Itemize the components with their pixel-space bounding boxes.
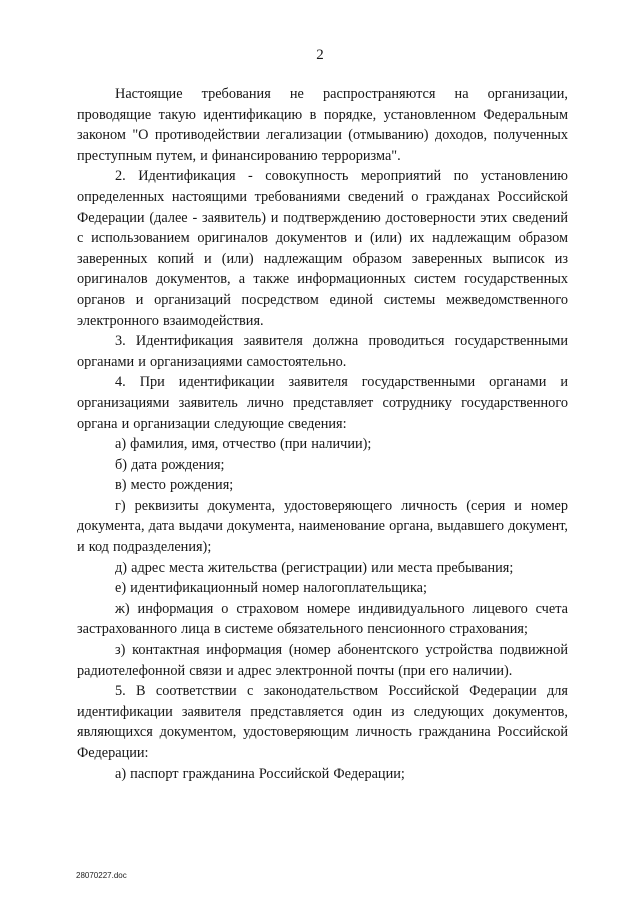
list-item-b-birth-date: б) дата рождения;	[115, 456, 225, 473]
list-item-v-birth-place: в) место рождения;	[115, 477, 234, 494]
file-code-footer: 28070227.doc	[76, 871, 127, 880]
list-item-zh-insurance-number: ж) информация о страховом номере индивидуального лицевого счета застрахованного лица в системе обязательного пенсионного страхования;	[77, 600, 568, 638]
page-number: 2	[316, 47, 324, 63]
paragraph-4-applicant-info: 4. При идентификации заявителя государственными органами и организациями заявитель лично представляет сотруднику государственного органа и организации следующие сведения:	[77, 374, 568, 432]
list-item-e-taxpayer-number: е) идентификационный номер налогоплательщика;	[115, 580, 427, 597]
paragraph-3-self-identification: 3. Идентификация заявителя должна проводиться государственными органами и организациями самостоятельно.	[77, 333, 568, 370]
list-item-z-contact-info: з) контактная информация (номер абонентского устройства подвижной радиотелефонной связи и адрес электронной почты (при его наличии).	[77, 642, 568, 679]
list-item-a-passport: а) паспорт гражданина Российской Федерации;	[115, 765, 405, 782]
document-body	[77, 84, 568, 784]
list-item-g-identity-document: г) реквизиты документа, удостоверяющего личность (серия и номер документа, дата выдачи документа, наименование органа, выдавшего документ, и код подразделения);	[77, 497, 568, 556]
paragraph-2-identification-definition: 2. Идентификация - совокупность мероприятий по установлению определенных настоящими требованиями сведений о гражданах Российской Федерации (далее - заявитель) и подтверждению достоверности этих сведений с использованием оригиналов документов и (или) их надлежащим образом заверенных копий и (или) надлежащим образом заверенных выписок из оригиналов документов, а также информационных систем государственных органов и организаций посредством единой системы межведомственного электронного взаимодействия.	[77, 168, 568, 329]
paragraph-exemption: Настоящие требования не распространяются на организации, проводящие такую идентификацию в порядке, установленном Федеральным законом "О противодействии легализации (отмыванию) доходов, полученных преступным путем, и финансированию терроризма".	[77, 86, 568, 164]
paragraph-5-identity-documents: 5. В соответствии с законодательством Российской Федерации для идентификации заявителя представляется один из следующих документов, являющихся документом, удостоверяющим личность гражданина Российской Федерации:	[77, 683, 568, 761]
list-item-a-full-name: а) фамилия, имя, отчество (при наличии);	[115, 436, 372, 453]
list-item-d-address: д) адрес места жительства (регистрации) или места пребывания;	[115, 559, 514, 576]
